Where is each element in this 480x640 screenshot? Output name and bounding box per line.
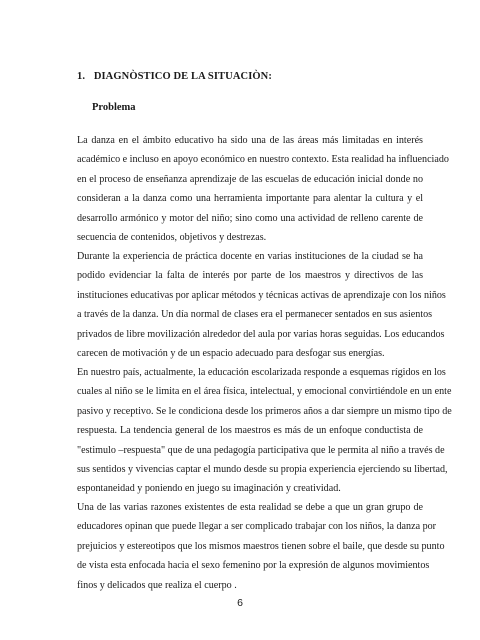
paragraph-line: respuesta. La tendencia general de los maestros es más de un enfoque conductista de — [77, 425, 423, 437]
section-title: DIAGNÒSTICO DE LA SITUACIÒN: — [93, 71, 272, 82]
paragraph-line: Una de las varias razones existentes de esta realidad se debe a que un gran grupo de — [77, 502, 423, 513]
paragraph-line: sus sentidos y vivencias captar el mundo desde su propia experiencia ejerciendo su libertad, — [77, 464, 448, 476]
paragraph — [77, 363, 452, 499]
paragraph-line: pasivo y receptivo. Se le condiciona desde los primeros años a dar siempre un mismo tipo de — [77, 405, 452, 417]
paragraph-line: La danza en el ámbito educativo ha sido una de las áreas más limitadas en interés — [77, 135, 423, 146]
paragraph-line: prejuicios y estereotipos que los mismos maestros tienen sobre el baile, que desde su punto — [77, 540, 445, 552]
subsection-heading: Problema — [92, 102, 136, 113]
paragraph-line: en el proceso de enseñanza aprendizaje de las escuelas de educación inicial donde no — [77, 173, 423, 185]
paragraph-line: consideran a la danza como una herramienta importante para alentar la cultura y el — [77, 193, 423, 205]
paragraph — [77, 131, 449, 247]
paragraph-line: Durante la experiencia de práctica docente en varias instituciones de la ciudad se ha — [77, 251, 423, 262]
paragraph-line: carecen de motivación y de un espacio adecuado para desfogar sus energías. — [77, 348, 385, 360]
paragraph-line: En nuestro país, actualmente, la educación escolarizada responde a esquemas rígidos en los — [77, 367, 446, 378]
section-heading — [77, 71, 272, 82]
paragraph-line: instituciones educativas por aplicar métodos y técnicas activas de aprendizaje con los niños — [77, 289, 446, 301]
paragraph-line: académico e incluso en apoyo económico en nuestro contexto. Esta realidad ha influenciado — [77, 154, 449, 166]
paragraph-line: de vista esta enfocada hacia el sexo femenino por la expresión de algunos movimientos — [77, 560, 430, 572]
paragraph-line: desarrollo armónico y motor del niño; sino como una actividad de relleno carente de — [77, 212, 423, 224]
paragraph-line: educadores opinan que puede llegar a ser complicado trabajar con los niños, la danza por — [77, 521, 437, 533]
paragraph — [77, 498, 445, 595]
paragraph-line: finos y delicados que realiza el cuerpo . — [77, 579, 237, 591]
paragraph-line: a través de la danza. Un día normal de clases era el permanecer sentados en sus asientos — [77, 309, 433, 321]
paragraph-line: "estimulo –respuesta" que de una pedagogía participativa que le permita al niño a través de — [77, 444, 445, 456]
paragraph — [77, 247, 446, 363]
paragraph-line: privados de libre movilización alrededor del aula por varias horas seguidas. Los educandos — [77, 328, 445, 340]
page-number: 6 — [237, 597, 243, 609]
paragraph-line: secuencia de contenidos, objetivos y destrezas. — [77, 232, 267, 244]
paragraph-line: cuales al niño se le limita en el área física, intelectual, y emocional convirtiéndole en un ente — [77, 386, 452, 398]
paragraph-line: podido evidenciar la falta de interés por parte de los maestros y directivos de las — [77, 270, 423, 282]
section-number: 1. — [77, 71, 86, 82]
paragraph-line: espontaneidad y poniendo en juego su imaginación y creatividad. — [77, 483, 341, 495]
